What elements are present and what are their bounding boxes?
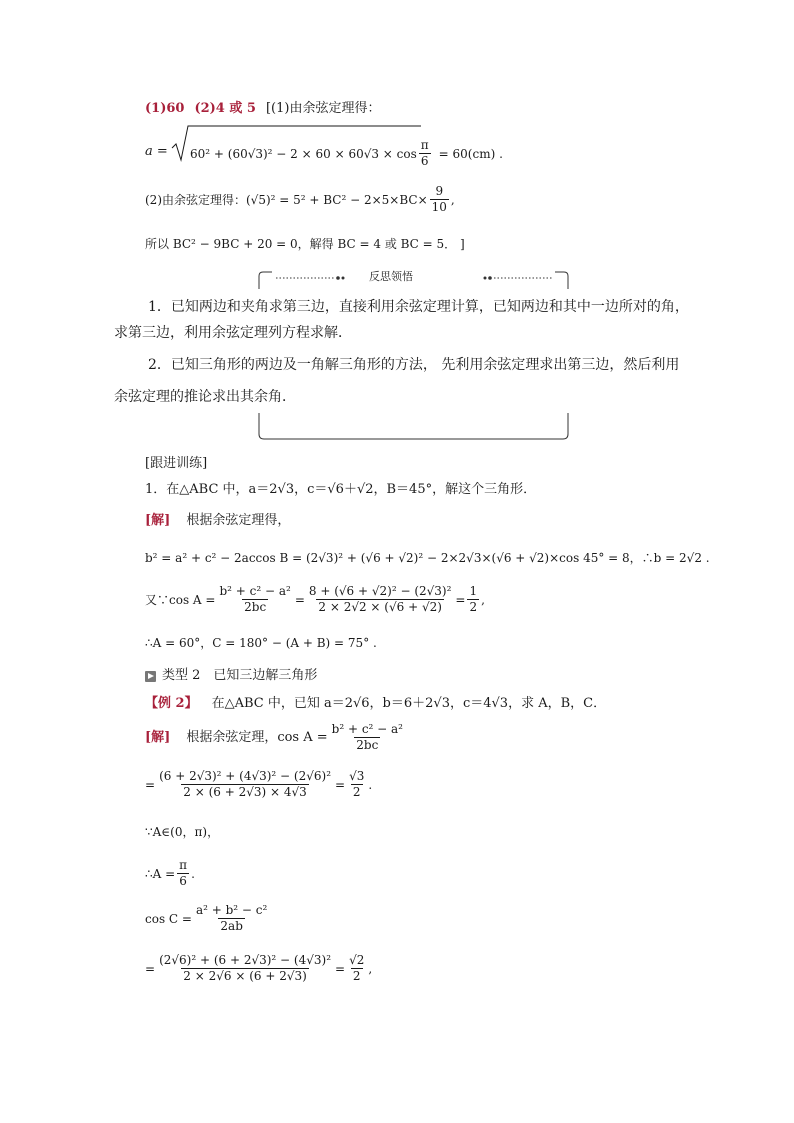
a-frac	[419, 138, 431, 169]
type2-step2-r-den: 2	[352, 785, 361, 799]
answer-line-a-expr	[190, 138, 503, 169]
reflection-p2-line1	[148, 356, 679, 374]
line3: 所以 BC² − 9BC + 20 = 0，解得 BC = 4 或 BC = 5． ]	[145, 237, 465, 251]
line2-intro: (2)由余弦定理得：(√5)² = 5² + BC² − 2×5×BC×	[145, 192, 428, 207]
type2-step3-num: (2√6)² + (6 + 2√3)² − (4√3)²	[159, 953, 332, 967]
type2-step2-eq2: =	[335, 777, 346, 792]
practice-cosA-end: ,	[481, 592, 485, 607]
answer-line-a	[145, 143, 168, 161]
practice-cosA-frac3	[467, 584, 479, 615]
a-lhs: a =	[145, 144, 168, 159]
type2-step3-r-den: 2	[352, 969, 361, 983]
practice-header	[145, 455, 207, 473]
practice-angle-line	[145, 634, 377, 652]
type2-sol-tag: [解]	[145, 729, 171, 745]
type2-cosA-num: b² + c² − a²	[331, 722, 403, 736]
reflection-p2-line2-text: 余弦定理的推论求出其余角．	[114, 389, 296, 405]
type2-step3-eq: =	[145, 961, 156, 976]
type2-cosA-den: 2bc	[356, 738, 379, 752]
reflection-p1-line2-text: 求第三边，利用余弦定理列方程求解．	[114, 325, 352, 341]
type2-cosC-num: a² + b² − c²	[195, 903, 268, 917]
reflection-p1-line1	[148, 298, 689, 316]
practice-cosA-frac2	[307, 584, 454, 615]
type2-cosC-line	[145, 903, 271, 934]
type2-example	[145, 695, 606, 713]
practice-sol-tag: [解]	[145, 513, 171, 528]
type2-A-num: π	[179, 858, 188, 872]
type2-step2-end: .	[368, 777, 373, 792]
practice-angle-text: ∴A = 60°，C = 180° − (A + B) = 75° .	[145, 636, 377, 650]
type2-A-frac	[177, 858, 189, 889]
practice-cosA-frac1	[217, 584, 292, 615]
practice-cosA-f3-num: 1	[469, 584, 478, 598]
line2-frac-den: 10	[431, 200, 447, 214]
type2-cosC-den: 2ab	[220, 919, 243, 933]
reflection-box-bottom	[258, 412, 570, 442]
answer-bracket-intro: [(1)由余弦定理得：	[265, 101, 381, 116]
a-expr: 60² + (60√3)² − 2 × 60 × 60√3 × cos	[190, 146, 417, 161]
practice-cosA-f2-num: 8 + (√6 + √2)² − (2√3)²	[308, 584, 452, 598]
play-triangle-icon	[145, 671, 156, 682]
reflection-p1-line2	[114, 324, 352, 342]
a-result: = 60(cm) .	[438, 146, 503, 161]
practice-cosA-f1-den: 2bc	[244, 600, 267, 614]
type2-cosC-lhs: cos C =	[145, 911, 192, 926]
answer-part1: (1)60	[145, 101, 185, 116]
a-frac-den: 6	[420, 154, 429, 168]
type2-A-lhs: ∴A =	[145, 866, 176, 881]
type2-step2-frac	[157, 769, 333, 800]
line2-frac	[430, 184, 449, 215]
type2-step2-num: (6 + 2√3)² + (4√3)² − (2√6)²	[159, 769, 332, 783]
type2-step3-den: 2 × 2√6 × (6 + 2√3)	[183, 969, 307, 983]
line2-end: ,	[450, 192, 455, 207]
type2-range-text: ∵A∈(0，π)，	[145, 825, 220, 839]
type2-step3-rfrac	[347, 953, 366, 984]
practice-cosA-line	[145, 584, 485, 615]
reflection-p1-line1-text: 1．已知两边和夹角求第三边，直接利用余弦定理计算，已知两边和其中一边所对的角，	[148, 299, 689, 315]
type2-sol-line	[145, 722, 407, 753]
answer-line-1	[145, 100, 380, 118]
type2-A-end: .	[191, 866, 195, 881]
practice-b2-line	[145, 549, 710, 567]
type2-range	[145, 823, 219, 841]
type2-sol-intro: 根据余弦定理，cos A =	[186, 729, 328, 745]
practice-cosA-lhs: 又∵cos A =	[145, 592, 216, 607]
answer-line-2	[145, 184, 455, 215]
answer-line-3	[145, 235, 465, 253]
type2-step3-frac	[157, 953, 333, 984]
type2-step3-r-num: √2	[349, 953, 365, 967]
type2-step3-end: ,	[368, 961, 373, 976]
type2-example-tag: 【例 2】	[145, 696, 198, 711]
type2-step2	[145, 769, 372, 800]
line2-frac-num: 9	[435, 184, 444, 198]
type2-cosC-frac	[194, 903, 269, 934]
type2-cosA-frac	[330, 722, 405, 753]
practice-cosA-eq2: =	[455, 592, 466, 607]
type2-step3-eq2: =	[335, 961, 346, 976]
practice-b2-text: b² = a² + c² − 2accos B = (2√3)² + (√6 + √2)² − 2×2√3×(√6 + √2)×cos 45° = 8，∴b = 2√2 .	[145, 551, 710, 565]
type2-example-text: 在△ABC 中，已知 a＝2√6，b＝6＋2√3，c＝4√3，求 A，B，C．	[211, 696, 607, 711]
type2-A-den: 6	[179, 874, 187, 888]
a-frac-num: π	[420, 138, 429, 152]
type2-step3	[145, 953, 372, 984]
type2-step2-r-num: √3	[349, 769, 365, 783]
reflection-p2-line2	[114, 388, 296, 406]
reflection-title: 反思领悟	[369, 270, 413, 283]
type2-step2-den: 2 × (6 + 2√3) × 4√3	[183, 785, 307, 799]
practice-cosA-f3-den: 2	[469, 600, 478, 614]
practice-cosA-eq: =	[294, 592, 305, 607]
answer-part2: (2)4 或 5	[194, 101, 256, 116]
practice-cosA-f1-num: b² + c² − a²	[219, 584, 291, 598]
practice-cosA-f2-den: 2 × 2√2 × (√6 + √2)	[318, 600, 442, 614]
type2-step2-rfrac	[347, 769, 366, 800]
type2-header-text: 类型 2 已知三边解三角形	[162, 668, 318, 683]
reflection-p2-line1-text: 2．已知三角形的两边及一角解三角形的方法， 先利用余弦定理求出第三边，然后利用	[148, 357, 680, 373]
practice-sol-intro: 根据余弦定理得，	[186, 513, 291, 528]
practice-q1	[145, 481, 536, 499]
practice-q1-text: 1．在△ABC 中，a＝2√3，c＝√6＋√2，B＝45°，解这个三角形．	[145, 482, 537, 497]
type2-step2-eq: =	[145, 777, 156, 792]
type2-A-line	[145, 858, 195, 889]
type2-header	[145, 667, 317, 685]
practice-header-text: [跟进训练]	[145, 456, 208, 471]
practice-sol-line	[145, 512, 290, 530]
